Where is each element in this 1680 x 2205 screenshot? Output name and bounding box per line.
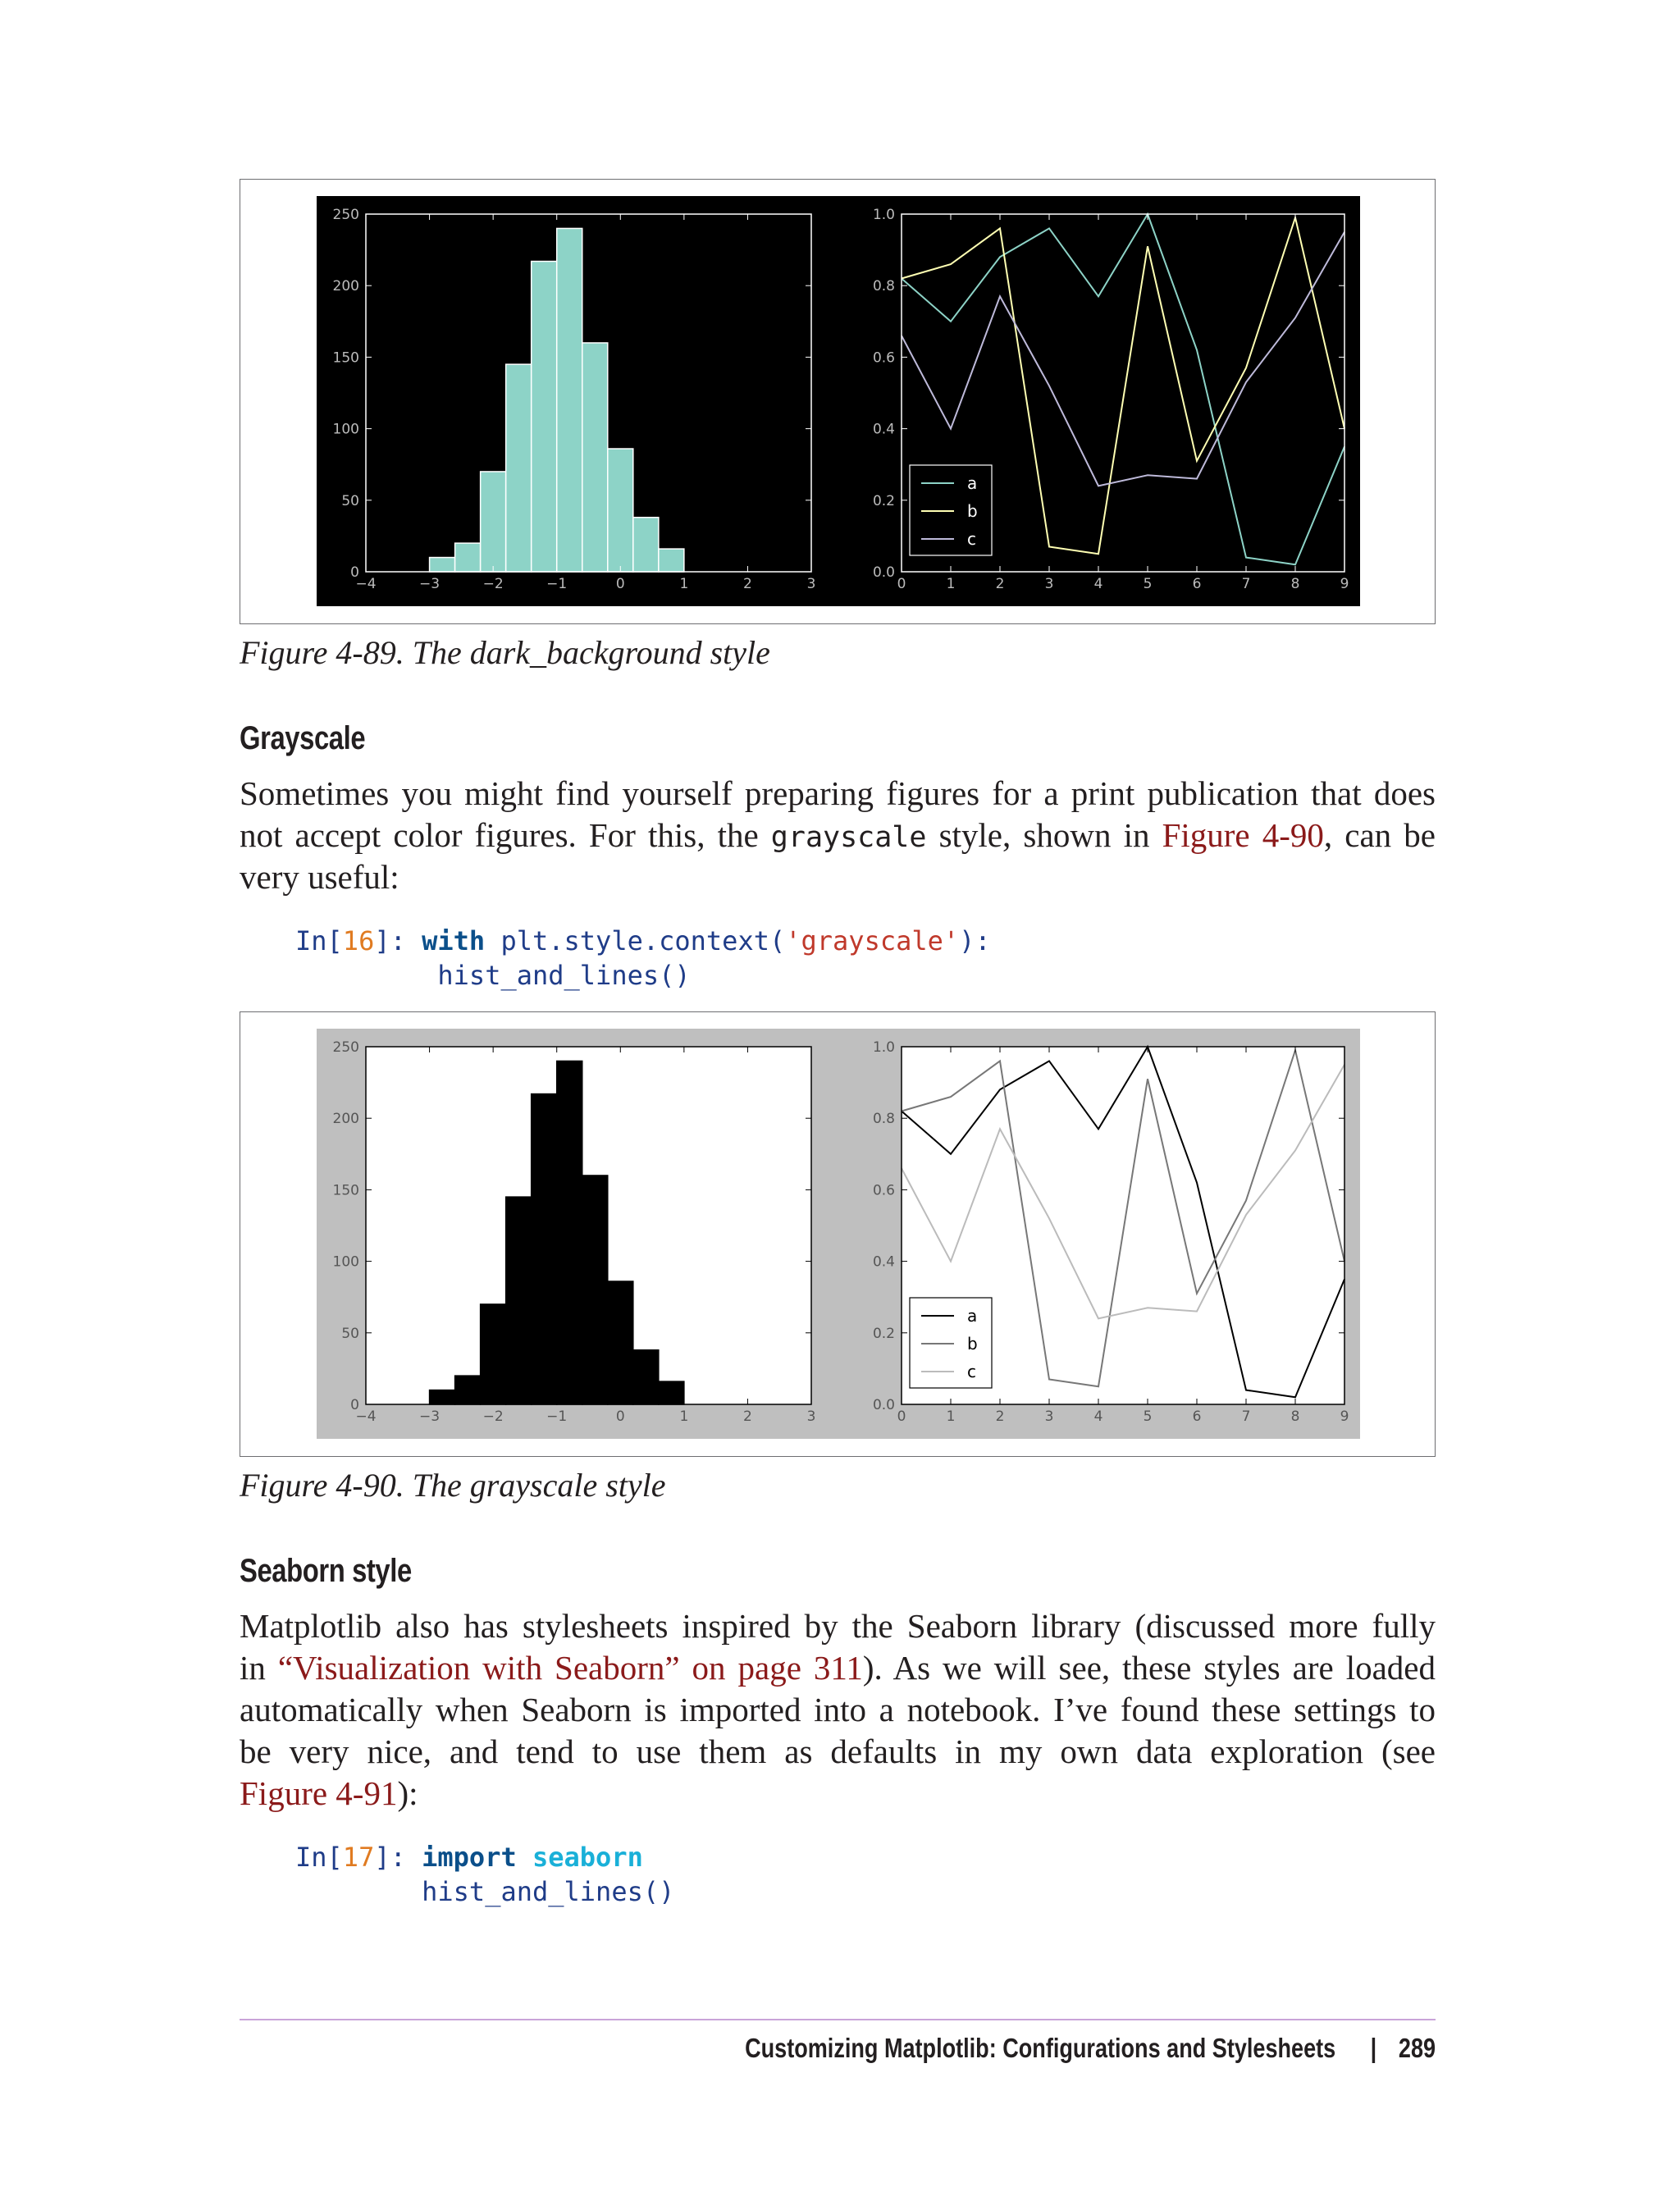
histogram-bar xyxy=(430,1390,455,1404)
text-run: style, shown in xyxy=(926,816,1162,854)
y-tick-label: 150 xyxy=(332,349,359,367)
histogram-bar xyxy=(532,262,557,572)
x-tick-label: 2 xyxy=(743,1408,752,1425)
histogram-bar xyxy=(430,558,455,572)
code-prompt: ]: xyxy=(374,1842,422,1873)
histogram-bar xyxy=(608,1281,633,1404)
legend-label: a xyxy=(967,473,978,493)
code-string: 'grayscale' xyxy=(785,925,960,956)
line-chart xyxy=(873,1039,1349,1425)
figure-link[interactable]: Figure 4-90 xyxy=(1162,816,1324,854)
y-tick-label: 200 xyxy=(332,278,359,295)
legend-label: c xyxy=(967,529,976,549)
y-tick-label: 50 xyxy=(341,492,359,509)
paragraph-line xyxy=(240,1773,1436,1815)
running-footer-title: Customizing Matplotlib: Configurations and Stylesheets xyxy=(744,2033,1335,2063)
y-tick-label: 0.6 xyxy=(872,1182,895,1199)
y-tick-label: 0.6 xyxy=(872,349,895,367)
histogram-bar xyxy=(506,364,532,572)
y-tick-label: 200 xyxy=(332,1111,359,1128)
x-tick-label: 1 xyxy=(679,576,689,592)
y-tick-label: 100 xyxy=(332,1253,359,1271)
y-tick-label: 50 xyxy=(341,1325,359,1342)
x-tick-label: −3 xyxy=(419,576,441,592)
x-tick-label: 5 xyxy=(1143,1408,1153,1425)
x-tick-label: −2 xyxy=(482,576,504,592)
histogram-bar xyxy=(659,1381,684,1404)
histogram-bar xyxy=(455,1376,481,1404)
histogram-chart xyxy=(333,1039,816,1425)
text-run: not accept color figures. For this, the xyxy=(240,816,771,854)
code-call: plt.style.context( xyxy=(485,925,786,956)
histogram-bar xyxy=(481,472,506,572)
y-tick-label: 100 xyxy=(332,421,359,438)
y-tick-label: 0 xyxy=(350,1397,359,1413)
figure-image xyxy=(317,196,1360,606)
x-tick-label: 5 xyxy=(1143,576,1153,592)
histogram-chart xyxy=(333,207,816,592)
paragraph-line xyxy=(240,1647,1436,1689)
footer-separator: | xyxy=(1370,2033,1376,2063)
text-run: ). As we will see, these styles are loaded xyxy=(862,1649,1436,1687)
code-block xyxy=(295,1840,674,1909)
histogram-bar xyxy=(532,1094,557,1404)
figure-caption: Figure 4-90. The grayscale style xyxy=(240,1467,666,1504)
y-tick-label: 1.0 xyxy=(872,1039,895,1056)
y-tick-label: 1.0 xyxy=(872,207,895,223)
histogram-bar xyxy=(582,343,608,572)
x-tick-label: −4 xyxy=(355,576,377,592)
x-tick-label: −4 xyxy=(355,1408,377,1425)
x-tick-label: 6 xyxy=(1192,576,1202,592)
code-prompt: In[ xyxy=(295,925,343,956)
paragraph-seaborn xyxy=(240,1605,1436,1815)
legend-label: b xyxy=(967,501,978,521)
x-tick-label: 4 xyxy=(1093,1408,1103,1425)
histogram-bar xyxy=(506,1197,532,1404)
code-cell-number: 16 xyxy=(342,925,375,956)
code-block xyxy=(295,924,991,993)
x-tick-label: −3 xyxy=(419,1408,441,1425)
y-tick-label: 0.2 xyxy=(872,1325,895,1342)
footer-rule xyxy=(240,2019,1436,2020)
page-number: 289 xyxy=(1398,2033,1436,2063)
x-tick-label: 9 xyxy=(1340,576,1349,592)
y-tick-label: 0.4 xyxy=(872,421,895,438)
section-heading-seaborn: Seaborn style xyxy=(240,1553,412,1589)
x-tick-label: 0 xyxy=(615,576,625,592)
x-tick-label: 0 xyxy=(897,576,906,592)
x-tick-label: −1 xyxy=(546,576,568,592)
x-tick-label: 8 xyxy=(1290,576,1300,592)
y-tick-label: 0.0 xyxy=(872,564,895,581)
code-keyword: import xyxy=(422,1842,517,1873)
paragraph-line: very useful: xyxy=(240,858,399,896)
inline-code: grayscale xyxy=(770,821,927,854)
x-tick-label: 2 xyxy=(743,576,752,592)
paragraph-line: be very nice, and tend to use them as defaults in my own data exploration (see xyxy=(240,1732,1436,1770)
histogram-bar xyxy=(455,543,481,572)
paragraph-line: Matplotlib also has stylesheets inspired by the Seaborn library (discussed more fully xyxy=(240,1607,1436,1645)
figure-link[interactable]: Figure 4-91 xyxy=(240,1774,398,1812)
x-tick-label: 0 xyxy=(615,1408,625,1425)
figure-image xyxy=(317,1029,1360,1439)
x-tick-label: 6 xyxy=(1192,1408,1202,1425)
y-tick-label: 0.8 xyxy=(872,278,895,295)
x-tick-label: 2 xyxy=(995,576,1005,592)
paragraph-line: Sometimes you might find yourself preparing figures for a print publication that does xyxy=(240,774,1436,812)
code-keyword: with xyxy=(422,925,486,956)
code-line: hist_and_lines() xyxy=(295,960,691,991)
code-call: ): xyxy=(959,925,991,956)
x-tick-label: 3 xyxy=(1044,576,1054,592)
histogram-bar xyxy=(608,449,633,572)
text-run: in xyxy=(240,1649,278,1687)
page-link[interactable]: “Visualization with Seaborn” on page 311 xyxy=(277,1649,863,1687)
figure-caption: Figure 4-89. The dark_background style xyxy=(240,634,770,671)
figure-grayscale xyxy=(240,1011,1436,1457)
x-tick-label: 1 xyxy=(946,576,956,592)
figure-dark-background xyxy=(240,179,1436,624)
code-prompt: In[ xyxy=(295,1842,343,1873)
y-tick-label: 0.0 xyxy=(872,1397,895,1413)
x-tick-label: 4 xyxy=(1093,576,1103,592)
paragraph-grayscale xyxy=(240,773,1436,898)
x-tick-label: 0 xyxy=(897,1408,906,1425)
y-tick-label: 250 xyxy=(332,1039,359,1056)
x-tick-label: 1 xyxy=(679,1408,689,1425)
histogram-bar xyxy=(582,1176,608,1404)
legend-label: b xyxy=(967,1334,978,1354)
x-tick-label: 3 xyxy=(806,1408,816,1425)
legend-label: a xyxy=(967,1306,978,1326)
histogram-bar xyxy=(557,1061,582,1404)
paragraph-line: automatically when Seaborn is imported into a notebook. I’ve found these settings to xyxy=(240,1691,1436,1728)
legend xyxy=(910,465,992,555)
code-line: hist_and_lines() xyxy=(295,1876,675,1907)
y-tick-label: 0 xyxy=(350,564,359,581)
x-tick-label: 3 xyxy=(1044,1408,1054,1425)
x-tick-label: −2 xyxy=(482,1408,504,1425)
x-tick-label: 2 xyxy=(995,1408,1005,1425)
y-tick-label: 250 xyxy=(332,207,359,223)
section-heading-grayscale: Grayscale xyxy=(240,720,366,756)
histogram-bar xyxy=(633,1350,659,1404)
paragraph-line xyxy=(240,815,1436,856)
y-tick-label: 0.8 xyxy=(872,1111,895,1128)
y-tick-label: 150 xyxy=(332,1182,359,1199)
line-chart xyxy=(873,207,1349,592)
text-run: , can be xyxy=(1323,816,1436,854)
y-tick-label: 0.4 xyxy=(872,1253,895,1271)
x-tick-label: −1 xyxy=(546,1408,568,1425)
legend xyxy=(910,1298,992,1388)
histogram-bar xyxy=(557,228,582,572)
text-run: ): xyxy=(397,1774,418,1812)
legend-label: c xyxy=(967,1362,976,1381)
x-tick-label: 7 xyxy=(1241,576,1251,592)
code-cell-number: 17 xyxy=(342,1842,375,1873)
histogram-bar xyxy=(633,518,659,572)
x-tick-label: 9 xyxy=(1340,1408,1349,1425)
code-prompt: ]: xyxy=(374,925,422,956)
x-tick-label: 3 xyxy=(806,576,816,592)
x-tick-label: 7 xyxy=(1241,1408,1251,1425)
x-tick-label: 8 xyxy=(1290,1408,1300,1425)
y-tick-label: 0.2 xyxy=(872,492,895,509)
x-tick-label: 1 xyxy=(946,1408,956,1425)
histogram-bar xyxy=(659,549,684,572)
code-module: seaborn xyxy=(532,1842,643,1873)
histogram-bar xyxy=(481,1304,506,1404)
